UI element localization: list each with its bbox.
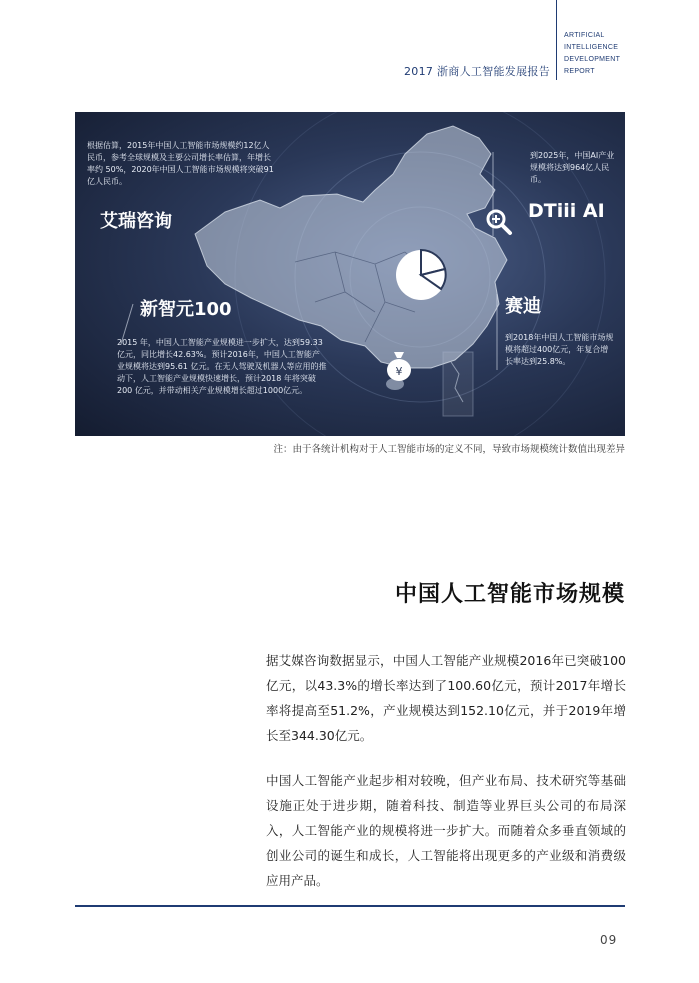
header-divider: [556, 0, 557, 80]
brand-xinzhiyuan: 新智元100: [140, 299, 232, 320]
paragraph-1: 据艾媒咨询数据显示，中国人工智能产业规模2016年已突破100亿元，以43.3%的增长率达到了100.60亿元，预计2017年增长率将提高至51.2%，产业规模达到152.10亿元，并于2019年增长至344.30亿元。: [266, 653, 626, 743]
money-bag-icon: [386, 350, 412, 382]
english-report-title: [564, 30, 654, 78]
brand-dtiii-ai: DTiii AI: [528, 200, 605, 222]
report-title: 2017 浙商人工智能发展报告: [404, 65, 550, 78]
xinzhiyuan-note: 2015 年，中国人工智能产业规模进一步扩大，达到59.33 亿元，同比增长42.63%。预计2016年，中国人工智能产业规模将达到95.61 亿元。在无人驾驶及机器人等应用的推动下，人工智能产业规模快速增长，预计2018 年将突破200 亿元，并带动相关产业规模增长超过1000亿元。: [117, 338, 327, 395]
pie-chart-icon: [393, 247, 449, 303]
map-caption-note: 注：由于各统计机构对于人工智能市场的定义不同，导致市场规模统计数值出现差异: [273, 444, 625, 455]
english-line-4: REPORT: [564, 68, 595, 75]
china-ai-market-map: [75, 112, 625, 436]
airui-note: 根据估算，2015年中国人工智能市场规模约12亿人民币，参考全球规模及主要公司增长率估算，年增长率约 50%，2020年中国人工智能市场规模将突破91亿人民币。: [87, 141, 274, 186]
english-line-1: ARTIFICIAL: [564, 32, 605, 39]
section-title: 中国人工智能市场规模: [394, 582, 625, 607]
saidi-note: 到2018年中国人工智能市场规模将超过400亿元，年复合增长率达到25.8%。: [505, 333, 614, 366]
svg-text:¥: ¥: [395, 365, 403, 378]
page-number: 09: [600, 933, 618, 947]
paragraph-2: 中国人工智能产业起步相对较晚，但产业布局、技术研究等基础设施正处于进步期，随着科技、制造等业界巨头公司的布局深入，人工智能产业的规模将进一步扩大。而随着众多垂直领域的创业公司的诞生和成长，人工智能将出现更多的产业级和消费级应用产品。: [266, 773, 626, 888]
english-line-3: DEVELOPMENT: [564, 56, 621, 63]
brand-airui: 艾瑞咨询: [100, 211, 172, 232]
english-line-2: INTELLIGENCE: [564, 44, 619, 51]
dtiii-note: 到2025年，中国AI产业规模将达到964亿人民币。: [530, 151, 615, 184]
brand-saidi: 赛迪: [505, 296, 541, 317]
search-zoom-in-icon: [485, 208, 513, 236]
footer-divider: [75, 905, 625, 907]
